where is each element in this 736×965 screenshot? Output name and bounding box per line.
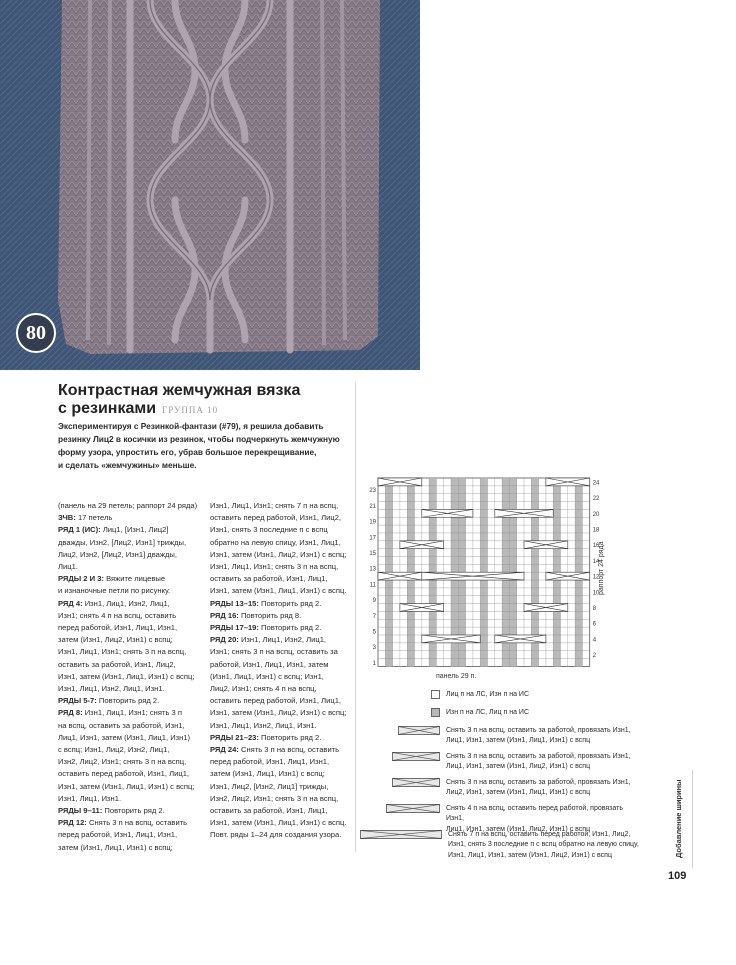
instruction-text: Снять 3 п на вспц, оставить bbox=[238, 745, 340, 755]
row-number-right: 20 bbox=[592, 511, 600, 518]
instruction-line bbox=[210, 524, 350, 536]
instruction-text: (панель на 29 петель; раппорт 24 ряда) bbox=[58, 501, 198, 510]
instruction-line bbox=[58, 512, 208, 524]
legend-symbol-cable-14-icon bbox=[360, 830, 448, 839]
instruction-line bbox=[210, 537, 350, 549]
instruction-text: Изн1; снять 4 п на вспц, оставить bbox=[58, 610, 177, 620]
row-number-left: 15 bbox=[369, 551, 376, 557]
instruction-line bbox=[58, 537, 208, 549]
instruction-line bbox=[210, 768, 350, 780]
instruction-line bbox=[58, 659, 208, 671]
instruction-text: оставить перед работой, Изн1, Лиц1, bbox=[58, 769, 190, 779]
instruction-line bbox=[210, 756, 350, 768]
legend-item bbox=[360, 752, 640, 773]
row-label: РЯДЫ 17–19: bbox=[210, 623, 259, 633]
instruction-text: перед работой, Изн1, Лиц1, Изн1, bbox=[58, 623, 178, 633]
instruction-text: Изн1, затем (Изн1, Лиц1, Изн1) с вспц; bbox=[58, 671, 195, 681]
legend-symbol-cable-8-icon bbox=[360, 804, 446, 813]
instruction-line bbox=[58, 817, 208, 829]
instruction-text: Снять 3 п на вспц, оставить bbox=[86, 818, 188, 828]
instruction-line bbox=[210, 695, 350, 707]
row-number-left: 13 bbox=[369, 566, 376, 573]
instruction-line bbox=[58, 732, 208, 744]
row-number-right: 14 bbox=[592, 558, 600, 565]
instruction-text: оставить перед работой, Изн1, Лиц2, bbox=[210, 513, 342, 523]
instruction-line bbox=[210, 707, 350, 719]
instruction-line bbox=[210, 549, 350, 561]
row-label: ЗЧВ: bbox=[58, 513, 76, 523]
instruction-line bbox=[58, 683, 208, 695]
chart-repeat-label: раппорт 24 ряда bbox=[598, 541, 605, 595]
legend-symbol-cable-7b-icon bbox=[360, 778, 446, 787]
instruction-text: Повт. ряды 1–24 для создания узора. bbox=[210, 830, 342, 840]
instruction-text: оставить за работой, Изн1, Лиц1, bbox=[210, 574, 328, 584]
instruction-line bbox=[58, 500, 208, 512]
instruction-line bbox=[58, 842, 208, 854]
instruction-line bbox=[58, 549, 208, 561]
instruction-line bbox=[210, 585, 350, 597]
instruction-line bbox=[58, 805, 208, 817]
row-number-right: 8 bbox=[592, 605, 597, 612]
intro-line: форму узора, упростить его, убрав большое перекрещивание, bbox=[58, 447, 317, 457]
intro-line: Экспериментируя с Резинкой-фантази (#79), я решила добавить bbox=[58, 421, 324, 431]
instruction-text: Изн1, затем (Изн1, Лиц2, Изн1) с вспц; bbox=[210, 549, 347, 559]
instruction-line bbox=[210, 744, 350, 756]
instruction-line bbox=[58, 744, 208, 756]
instruction-line bbox=[58, 720, 208, 732]
instruction-text: затем (Изн1, Лиц2, Изн1) с вспц; bbox=[58, 635, 173, 645]
row-label: РЯД 8: bbox=[58, 708, 83, 718]
title-line-2 bbox=[58, 400, 348, 419]
instruction-line bbox=[58, 573, 208, 585]
instruction-line bbox=[58, 524, 208, 536]
instruction-text: Лиц2, Изн2, [Лиц2, Изн1] дважды, bbox=[58, 549, 177, 559]
legend-item bbox=[360, 690, 640, 700]
instruction-text: Лиц2, Изн1; снять 4 п на вспц, bbox=[210, 684, 317, 694]
instruction-text: Повторить ряд 2. bbox=[102, 806, 165, 816]
intro-line: резинку Лиц2 в косички из резинок, чтобы подчеркнуть жемчужную bbox=[58, 434, 340, 444]
instruction-text: Повторить ряд 8. bbox=[238, 610, 302, 620]
instruction-text: Лиц1, Изн1, затем (Изн1, Лиц1, Изн1) bbox=[58, 732, 191, 742]
instruction-line bbox=[210, 829, 350, 841]
legend-text bbox=[446, 778, 640, 799]
instruction-text: дважды, Изн2, [Лиц2, Изн1] трижды, bbox=[58, 537, 187, 547]
legend-symbol-box-empty-icon bbox=[360, 690, 446, 699]
instruction-text: Вяжите лицевые bbox=[103, 574, 166, 584]
instruction-text: перед работой, Изн1, Лиц1, Изн1, bbox=[58, 830, 178, 840]
instruction-text: оставить за работой, Изн1, Лиц2, bbox=[58, 659, 176, 669]
row-number-right: 16 bbox=[592, 543, 600, 550]
instruction-text: на вспц, оставить за работой, Изн1, bbox=[58, 720, 185, 730]
legend-item bbox=[360, 708, 640, 718]
instruction-text: (Изн1, Лиц1, Изн1) с вспц; Изн1, bbox=[210, 671, 324, 681]
instruction-text: Изн1, Лиц1, Изн2, Лиц1, bbox=[238, 635, 327, 645]
row-number-left: 7 bbox=[372, 613, 376, 620]
instruction-text: Повторить ряд 2. bbox=[96, 696, 160, 706]
legend-symbol-cable-6-icon bbox=[360, 726, 446, 735]
instruction-text: оставить за работой, Изн1, Лиц1, bbox=[210, 806, 328, 816]
instruction-text: Лиц1, [Изн1, Лиц2] bbox=[100, 525, 169, 535]
legend-text bbox=[446, 708, 640, 718]
instruction-line bbox=[58, 585, 208, 597]
knit-swatch-photo bbox=[0, 0, 420, 370]
row-number-left: 3 bbox=[372, 645, 376, 652]
instruction-text: Повторить ряд 2. bbox=[258, 623, 322, 633]
intro-line: и сделать «жемчужины» меньше. bbox=[58, 460, 197, 470]
instruction-line bbox=[210, 610, 350, 622]
instruction-text: Изн2, Лиц2, Изн1; снять 3 п на вспц, bbox=[210, 793, 339, 803]
row-label: РЯД 20: bbox=[210, 635, 239, 645]
instruction-text: перед работой, Изн1, Лиц1, Изн1, bbox=[210, 757, 330, 767]
instruction-text: с вспц; Изн1, Лиц2, Изн2, Лиц1, bbox=[58, 745, 170, 755]
instruction-text: Изн1, снять 3 последние п с вспц bbox=[210, 525, 328, 535]
legend-text bbox=[446, 726, 640, 747]
instruction-text: Изн1, Лиц2, [Изн2, Лиц1] трижды, bbox=[210, 781, 329, 791]
instruction-line bbox=[58, 671, 208, 683]
instruction-text: Изн1, затем (Изн1, Лиц2, Изн1) с вспц; bbox=[210, 708, 347, 718]
legend-item bbox=[360, 830, 640, 861]
instruction-line bbox=[210, 671, 350, 683]
row-number-left: 1 bbox=[372, 660, 376, 667]
instruction-line bbox=[210, 817, 350, 829]
instruction-text: Изн1, Лиц1, Изн1; снять 3 п bbox=[82, 708, 182, 718]
instruction-line bbox=[210, 805, 350, 817]
row-number-right: 2 bbox=[592, 653, 597, 660]
page-number: 109 bbox=[668, 870, 687, 882]
instruction-line bbox=[58, 622, 208, 634]
instruction-text: Изн1, Лиц1, Изн1; снять 3 п на вспц, bbox=[58, 647, 187, 657]
instruction-line bbox=[58, 781, 208, 793]
instruction-text: Лиц1. bbox=[58, 562, 78, 572]
instruction-line bbox=[58, 598, 208, 610]
instruction-text: обратно на левую спицу, Изн1, Лиц1, bbox=[210, 537, 341, 547]
instruction-text: Изн1, затем (Изн1, Лиц1, Изн1) с вспц. bbox=[210, 586, 347, 596]
legend-text-line: Лиц2, Изн1, затем (Изн1, Лиц1, Изн1) с вспц bbox=[446, 789, 591, 797]
legend-text-line: Изн1, Лиц1, Изн1, затем (Изн1, Лиц2, Изн1) с вспц bbox=[448, 851, 612, 859]
row-number-left: 23 bbox=[369, 488, 376, 495]
legend-text-line: Лиц1, Изн1, затем (Изн1, Лиц1, Изн1) с вспц bbox=[446, 737, 591, 745]
instruction-line bbox=[210, 622, 350, 634]
row-number-left: 17 bbox=[369, 535, 376, 542]
legend-symbol-box-gray-icon bbox=[360, 708, 446, 717]
instruction-text: Изн1, затем (Изн1, Лиц1, Изн1) с вспц; bbox=[58, 781, 195, 791]
row-label: РЯДЫ 13–15: bbox=[210, 598, 259, 608]
instruction-text: Изн1, Лиц1, Изн2, Лиц1, Изн1. bbox=[210, 720, 317, 730]
row-label: РЯД 12: bbox=[58, 818, 87, 828]
instruction-line bbox=[210, 512, 350, 524]
side-tab-rule bbox=[692, 770, 693, 868]
instruction-line bbox=[210, 646, 350, 658]
instruction-line bbox=[210, 561, 350, 573]
instruction-text: оставить перед работой, Изн1, Лиц1, bbox=[210, 696, 342, 706]
legend-text-line: Изн п на ЛС, Лиц п на ИС bbox=[446, 709, 530, 716]
section-side-tab: Добавление ширины bbox=[674, 779, 683, 859]
row-label: РЯД 1 (ИС): bbox=[58, 525, 101, 535]
row-number-right: 4 bbox=[592, 637, 597, 644]
instruction-line bbox=[210, 732, 350, 744]
legend-text-line: Лиц1, Изн1, затем (Изн1, Лиц2, Изн1) с вспц bbox=[446, 825, 591, 833]
row-number-right: 24 bbox=[592, 480, 600, 487]
instruction-line bbox=[58, 634, 208, 646]
row-number-right: 18 bbox=[592, 527, 600, 534]
legend-text-line: Лиц п на ЛС, Изн п на ИС bbox=[446, 691, 530, 698]
row-label: РЯДЫ 2 И 3: bbox=[58, 574, 104, 584]
instruction-line bbox=[210, 500, 350, 512]
column-divider bbox=[355, 382, 356, 852]
legend-text-line: Снять 4 п на вспц, оставить перед работой, провязать Изн1, bbox=[446, 805, 623, 823]
row-number-right: 6 bbox=[592, 621, 597, 628]
row-label: РЯД 16: bbox=[210, 610, 239, 620]
instruction-line bbox=[58, 646, 208, 658]
row-number-left: 11 bbox=[369, 582, 376, 589]
legend-text bbox=[446, 690, 640, 700]
legend-text-line: Снять 7 п на вспц, оставить перед работой, Изн1, Лиц2, bbox=[448, 831, 631, 838]
legend-item bbox=[360, 778, 640, 799]
title-line-1: Контрастная жемчужная вязка bbox=[58, 382, 301, 399]
instruction-line bbox=[58, 610, 208, 622]
intro-paragraph bbox=[58, 420, 348, 472]
instruction-line bbox=[210, 683, 350, 695]
instructions-column-1 bbox=[58, 500, 208, 854]
legend-text bbox=[446, 752, 640, 773]
instruction-text: Повторить ряд 2. bbox=[258, 732, 322, 742]
instruction-line bbox=[210, 659, 350, 671]
row-label: РЯДЫ 21–23: bbox=[210, 732, 259, 742]
instruction-line bbox=[58, 756, 208, 768]
instruction-text: Изн1, Лиц1, Изн2, Лиц1, bbox=[82, 598, 170, 608]
row-number-left: 5 bbox=[372, 629, 376, 636]
instruction-line bbox=[210, 573, 350, 585]
instruction-line bbox=[210, 634, 350, 646]
legend-text-line: Снять 3 п на вспц, оставить за работой, провязать Изн1, bbox=[446, 753, 631, 760]
legend-text-line: Изн1, снять 3 последние п с вспц обратно на левую спицу, bbox=[448, 841, 639, 849]
row-number-right: 12 bbox=[592, 574, 600, 581]
instruction-line bbox=[210, 598, 350, 610]
instruction-text: 17 петель bbox=[75, 513, 113, 523]
chart-columns-label: панель 29 п. bbox=[436, 673, 477, 680]
instruction-line bbox=[58, 768, 208, 780]
instruction-text: Изн1, Лиц1, Изн1. bbox=[58, 793, 122, 803]
row-number-right: 22 bbox=[592, 496, 600, 503]
row-number-right: 10 bbox=[592, 590, 600, 597]
instruction-text: Изн2, Лиц2, Изн1; снять 3 п на вспц, bbox=[58, 757, 187, 767]
instruction-text: и изнаночные петли по рисунку. bbox=[58, 586, 171, 596]
row-number-left: 21 bbox=[369, 503, 376, 510]
instruction-text: Изн1, затем (Изн1, Лиц1, Изн1) с вспц. bbox=[210, 818, 347, 828]
instruction-text: Повторить ряд 2. bbox=[258, 598, 322, 608]
legend-text bbox=[448, 830, 640, 861]
title-line-2-text: с резинками bbox=[58, 400, 157, 417]
row-label: РЯД 4: bbox=[58, 598, 83, 608]
legend-text-line: Лиц1, Изн1, затем (Изн1, Лиц2, Изн1) с вспц bbox=[446, 763, 591, 771]
instruction-line bbox=[210, 781, 350, 793]
pattern-number-badge: 80 bbox=[16, 313, 56, 353]
instruction-text: работой, Изн1, Лиц1, Изн1, затем bbox=[210, 659, 329, 669]
instructions-column-2 bbox=[210, 500, 350, 842]
instruction-line bbox=[210, 793, 350, 805]
instruction-text: Изн1, Лиц1, Изн1; снять 7 п на вспц, bbox=[210, 501, 339, 510]
instruction-line bbox=[58, 793, 208, 805]
instruction-line bbox=[58, 829, 208, 841]
instruction-text: Изн1, Лиц1, Изн1; снять 3 п на вспц, bbox=[210, 562, 339, 572]
legend-item bbox=[360, 726, 640, 747]
stitch-chart bbox=[366, 476, 606, 677]
group-label: ГРУППА 10 bbox=[162, 405, 219, 415]
instruction-text: Изн1; снять 3 п на вспц, оставить за bbox=[210, 647, 338, 657]
instruction-text: затем (Изн1, Лиц1, Изн1) с вспц; bbox=[210, 769, 325, 779]
pattern-title bbox=[58, 382, 348, 419]
row-label: РЯДЫ 5-7: bbox=[58, 696, 97, 706]
instruction-line bbox=[58, 561, 208, 573]
row-number-left: 19 bbox=[369, 519, 376, 526]
legend-text-line: Снять 3 п на вспц, оставить за работой, провязать Изн1, bbox=[446, 779, 631, 786]
row-label: РЯД 24: bbox=[210, 745, 239, 755]
legend-symbol-cable-7-icon bbox=[360, 752, 446, 761]
row-number-left: 9 bbox=[372, 598, 376, 605]
instruction-line bbox=[58, 695, 208, 707]
instruction-line bbox=[58, 707, 208, 719]
legend-text-line: Снять 3 п на вспц, оставить за работой, провязать Изн1, bbox=[446, 727, 631, 734]
row-label: РЯДЫ 9–11: bbox=[58, 806, 103, 816]
instruction-text: затем (Изн1, Лиц1, Изн1) с вспц; bbox=[58, 842, 173, 852]
instruction-line bbox=[210, 720, 350, 732]
instruction-text: Изн1, Лиц1, Изн2, Лиц1, Изн1. bbox=[58, 684, 165, 694]
